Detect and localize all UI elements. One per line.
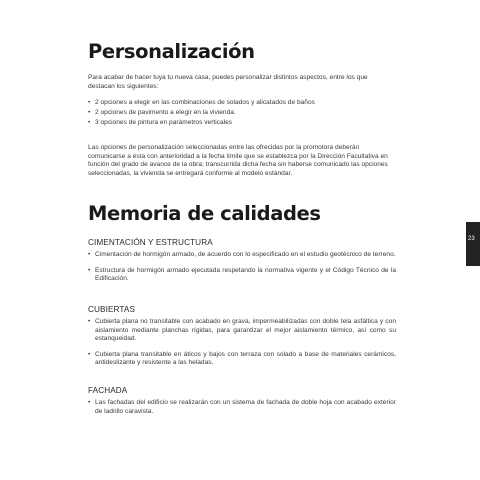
section-list (88, 251, 396, 284)
section-title: CUBIERTAS (88, 305, 136, 314)
section-list (88, 399, 396, 416)
list-item: • 2 opciones a elegir en las combinaciones de solados y alicatados de baños (88, 99, 315, 108)
section-cubiertas (88, 305, 396, 375)
list-item: • 2 opciones de pavimento a elegir en la vivienda. (88, 109, 315, 118)
section-title: CIMENTACIÓN Y ESTRUCTURA (88, 238, 213, 247)
list-item: • 3 opciones de pintura en parámetros verticales (88, 119, 315, 128)
heading-personalizacion: Personalización (88, 40, 255, 63)
list-item: • Cubierta plana no transitable con acabado en grava, impermeabilizadas con doble tela asfáltica y con aislamiento mediante planchas rígidas, para garantizar el mejor aislamiento térmico, así como su estanqueidad. (88, 318, 396, 344)
section-fachada (88, 386, 396, 423)
intro-paragraph: Para acabar de hacer tuya tu nueva casa, puedes personalizar distintos aspectos, entre los que destacan los siguientes: (88, 74, 368, 90)
heading-memoria-de-calidades: Memoria de calidades (88, 202, 321, 225)
section-cimentacion (88, 238, 396, 291)
options-list (88, 99, 315, 130)
page-number: 23 (468, 236, 475, 242)
list-item: • Las fachadas del edificio se realizarán con un sistema de fachada de doble hoja con acabado exterior de ladrillo caravista. (88, 399, 396, 416)
section-title: FACHADA (88, 386, 128, 395)
section-list (88, 318, 396, 368)
list-item: • Cubierta plana transitable en áticos y bajos con terraza con solado a base de materiales cerámicos, antideslizante y resistente a las heladas. (88, 351, 396, 368)
list-item: • Estructura de hormigón armado ejecutada respetando la normativa vigente y el Código Técnico de la Edificación. (88, 267, 396, 284)
page-number-tab (466, 222, 480, 266)
list-item: • Cimentación de hormigón armado, de acuerdo con lo especificado en el estudio geotécnico de terreno. (88, 251, 396, 260)
personalization-note-paragraph: Las opciones de personalización seleccionadas entre las ofrecidas por la promotora deberán comunicarse a ésta con anterioridad a la fecha límite que se establezca por la Dirección Facultativa en función del grado de avance de la obra; transcurrida dicha fecha sin haberse comunicado las opciones seleccionadas, la vivienda se entregará conforme al modelo estándar. (88, 144, 388, 177)
